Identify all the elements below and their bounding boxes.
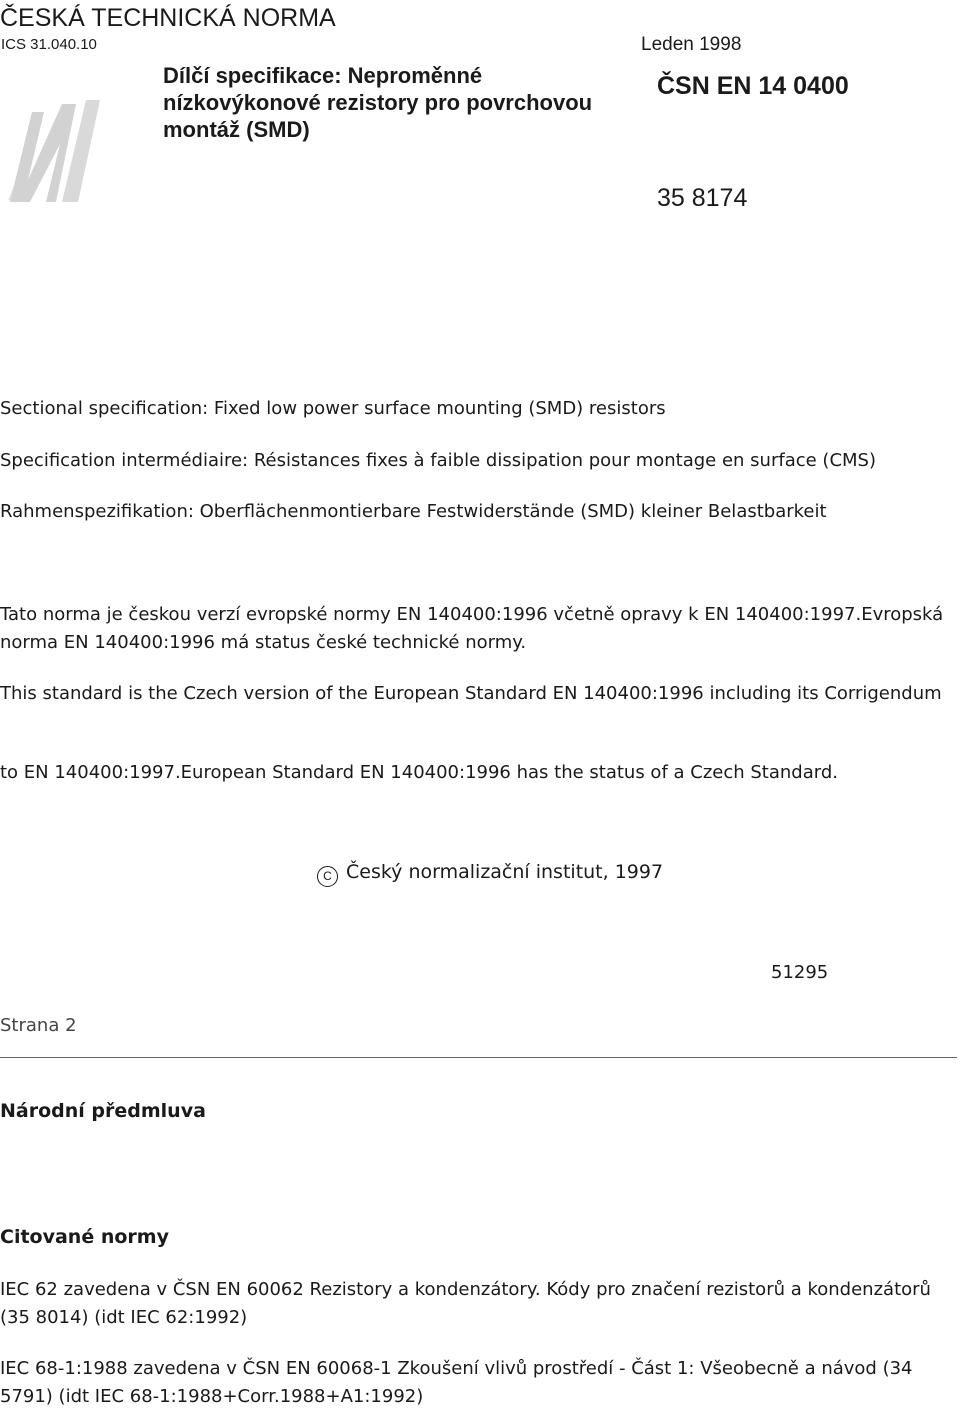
standard-code: ČSN EN 14 0400	[657, 72, 849, 100]
title-english: Sectional specification: Fixed low power surface mounting (SMD) resistors	[0, 398, 666, 419]
document-number: 51295	[771, 962, 829, 983]
copyright-line	[317, 861, 663, 887]
title-french: Specification intermédiaire: Résistances fixes à faible dissipation pour montage en surface (CMS)	[0, 450, 876, 471]
copyright-text: Český normalizační institut, 1997	[346, 861, 664, 883]
statement-english-continued: to EN 140400:1997.European Standard EN 140400:1996 has the status of a Czech Standard.	[0, 762, 838, 783]
statement-czech: Tato norma je českou verzí evropské normy EN 140400:1996 včetně opravy k EN 140400:1997.Evropská norma EN 140400:1996 má status české technické normy.	[0, 604, 944, 653]
heading-cited-standards: Citované normy	[0, 1226, 169, 1248]
unmz-logo-icon	[0, 52, 120, 212]
heading-national-foreword: Národní předmluva	[0, 1100, 206, 1122]
page-divider	[0, 1057, 957, 1058]
issue-date: Leden 1998	[641, 34, 742, 55]
ics-code: ICS 31.040.10	[1, 36, 97, 53]
norm-title: ČESKÁ TECHNICKÁ NORMA	[0, 4, 336, 32]
citation-item: IEC 62 zavedena v ČSN EN 60062 Rezistory a kondenzátory. Kódy pro značení rezistorů a kondenzátorů (35 8014) (idt IEC 62:1992)	[0, 1279, 931, 1328]
statement-english: This standard is the Czech version of the European Standard EN 140400:1996 including its Corrigendum	[0, 683, 942, 704]
citation-item: IEC 68-1:1988 zavedena v ČSN EN 60068-1 Zkoušení vlivů prostředí - Část 1: Všeobecně a návod (34 5791) (idt IEC 68-1:1988+Corr.1988+A1:1992)	[0, 1358, 913, 1407]
specification-title: Dílčí specifikace: Neproměnné nízkovýkonové rezistory pro povrchovou montáž (SMD)	[163, 63, 593, 142]
classification-code: 35 8174	[657, 184, 748, 212]
title-german: Rahmenspezifikation: Oberflächenmontierbare Festwiderstände (SMD) kleiner Belastbarkeit	[0, 501, 827, 522]
page-label: Strana 2	[0, 1015, 77, 1036]
copyright-icon: C	[317, 866, 338, 887]
